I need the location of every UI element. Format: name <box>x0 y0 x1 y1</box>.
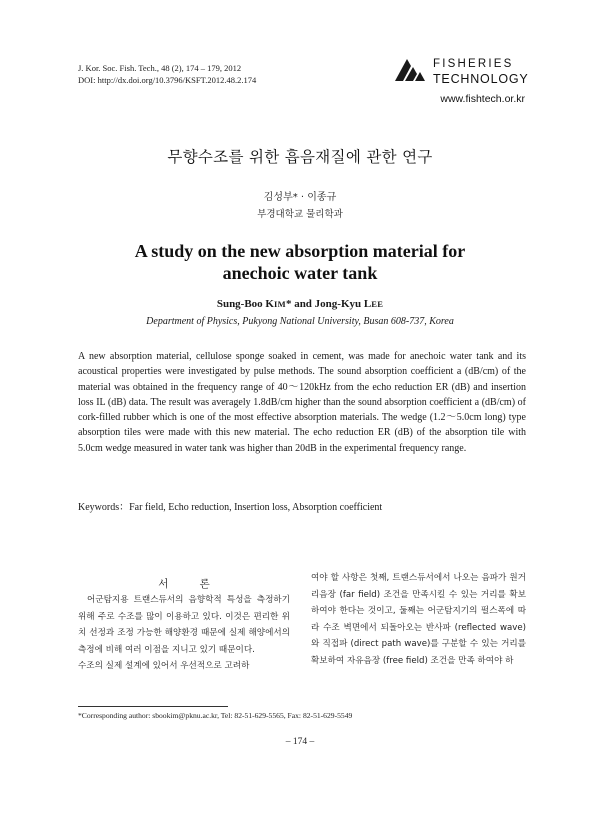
author1-name: Sung-Boo K <box>216 298 274 310</box>
logo-text-fisheries: FISHERIES <box>433 58 514 70</box>
korean-title: 무향수조를 위한 흡음재질에 관한 연구 <box>167 148 433 166</box>
section-heading-introduction: 서 론 <box>158 578 224 590</box>
abstract: A new absorption material, cellulose sponge soaked in cement, was made for anechoic water tank and its acoustical properties were investigated by pulse methods. The sound absorption coefficient a (dB/cm) of the material was obtained in the frequency range of 40～120kHz from the echo reduction ER (dB) and insertion loss IL (dB) data. The result was averagely 1.8dB/cm higher than the sound absorption coefficient a (dB/cm) of cork-filled rubber which is one of the most effective absorption materials. The wedge (1.2～5.0cm long) type absorption tiles were made with this new material. The echo reduction ER (dB) of the absorption tile with 5.0cm wedge measured in water tank was higher than 20dB in the experimental frequency range. <box>78 351 526 454</box>
doi-line: DOI: http://dx.doi.org/10.3796/KSFT.2012.48.2.174 <box>78 75 257 85</box>
english-title: A study on the new absorption material for anechoic water tank <box>134 241 466 283</box>
korean-affiliation: 부경대학교 물리학과 <box>257 209 343 220</box>
body-paragraph: 수조의 실제 설계에 있어서 우선적으로 고려하 <box>78 661 250 672</box>
journal-url[interactable]: www.fishtech.or.kr <box>440 93 525 105</box>
author1-surname-smallcaps: IM <box>274 299 286 309</box>
body-paragraph: 어군탐지용 트랜스듀서의 음향학적 특성을 측정하기 위해 주로 수조를 많이 이용하고 있다. 이것은 편리한 위치 선정과 조정 가능한 해양환경 때문에 실제 해양에서의 측정에 비해 여러 이점을 지니고 있기 때문이다. <box>78 595 290 655</box>
citation-line: J. Kor. Soc. Fish. Tech., 48 (2), 174 – 179, 2012 <box>78 63 242 73</box>
logo-text-technology: TECHNOLOGY <box>433 72 529 86</box>
korean-authors: 김성부* · 이종규 <box>263 192 337 203</box>
body-column-right <box>311 570 526 670</box>
keywords: Keywords：Far field, Echo reduction, Insertion loss, Absorption coefficient <box>78 502 383 513</box>
page-number: – 174 – <box>285 737 315 747</box>
author-separator: * and Jong-Kyu L <box>285 298 372 310</box>
journal-header <box>78 62 256 86</box>
body-paragraph: 여야 할 사항은 첫째, 트랜스듀서에서 나오는 음파가 원거리음장 (far field) 조건을 만족시킬 수 있는 거리를 확보하여야 한다는 것이고, 둘째는 어군탐지기의 펄스폭에 따라 수조 벽면에서 되돌아오는 반사파 (reflected wave)와 직접파 (direct path wave)를 구분할 수 있는 거리를 확보하여 자유음장 (free field) 조건을 만족 하여야 하 <box>311 573 526 666</box>
body-column-left <box>78 592 290 675</box>
footnote-divider <box>78 706 228 707</box>
journal-logo <box>393 54 533 104</box>
author2-surname-smallcaps: EE <box>371 299 384 309</box>
fish-logo-icon <box>393 57 427 83</box>
english-affiliation: Department of Physics, Pukyong National University, Busan 608-737, Korea <box>146 316 454 327</box>
english-authors <box>0 298 600 310</box>
corresponding-author-footnote: *Corresponding author: sbookim@pknu.ac.kr, Tel: 82-51-629-5565, Fax: 82-51-629-5549 <box>78 711 353 720</box>
